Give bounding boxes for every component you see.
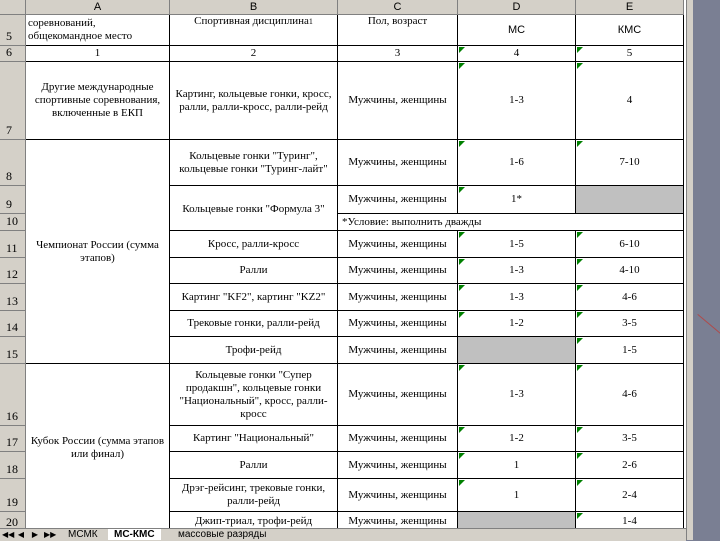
cell-c17[interactable]: Мужчины, женщины bbox=[338, 426, 458, 452]
error-indicator-d7 bbox=[459, 63, 465, 69]
cell-e19[interactable]: 2-4 bbox=[576, 479, 684, 512]
error-indicator-d11 bbox=[459, 232, 465, 238]
cell-e11[interactable]: 6-10 bbox=[576, 231, 684, 258]
row-header-13[interactable]: 13 bbox=[0, 284, 26, 311]
header-b5-sup: 1 bbox=[308, 17, 313, 26]
vertical-scrollbar[interactable] bbox=[686, 0, 693, 540]
last-sheet-button[interactable]: ▶▶ bbox=[44, 530, 57, 539]
cell-c15[interactable]: Мужчины, женщины bbox=[338, 337, 458, 364]
row-header-16[interactable]: 16 bbox=[0, 364, 26, 426]
cell-d13[interactable]: 1-3 bbox=[458, 284, 576, 311]
error-indicator-d14 bbox=[459, 312, 465, 318]
cell-c16[interactable]: Мужчины, женщины bbox=[338, 364, 458, 426]
row-header-7[interactable]: 7 bbox=[0, 62, 26, 140]
col-header-a[interactable]: A bbox=[26, 0, 170, 15]
cell-d12[interactable]: 1-3 bbox=[458, 258, 576, 284]
prev-sheet-button[interactable]: ◀ bbox=[17, 530, 25, 539]
sheet-tab-msmk[interactable]: МСМК bbox=[68, 529, 98, 540]
row-header-20[interactable]: 20 bbox=[0, 512, 26, 528]
header-b5-text: Спортивная дисциплина bbox=[194, 15, 309, 27]
cell-b11[interactable]: Кросс, ралли-кросс bbox=[170, 231, 338, 258]
cell-c7[interactable]: Мужчины, женщины bbox=[338, 62, 458, 140]
group-cell-international[interactable]: Другие международные спортивные соревнования, включенные в ЕКП bbox=[26, 62, 170, 140]
cell-b19[interactable]: Дрэг-рейсинг, трековые гонки, ралли-рейд bbox=[170, 479, 338, 512]
cell-b13[interactable]: Картинг "KF2", картинг "KZ2" bbox=[170, 284, 338, 311]
cell-d18[interactable]: 1 bbox=[458, 452, 576, 479]
cell-c18[interactable]: Мужчины, женщины bbox=[338, 452, 458, 479]
row-header-15[interactable]: 15 bbox=[0, 337, 26, 364]
cell-d14[interactable]: 1-2 bbox=[458, 311, 576, 337]
row-header-18[interactable]: 18 bbox=[0, 452, 26, 479]
cell-b20[interactable]: Джип-триал, трофи-рейд bbox=[170, 512, 338, 528]
header-cell-d5[interactable]: МС bbox=[458, 15, 576, 46]
header-cell-a5[interactable] bbox=[26, 15, 170, 46]
cell-d19[interactable]: 1 bbox=[458, 479, 576, 512]
error-indicator-e20 bbox=[577, 513, 583, 519]
col-header-c[interactable]: C bbox=[338, 0, 458, 15]
select-all-corner[interactable] bbox=[0, 0, 26, 15]
error-indicator-e14 bbox=[577, 312, 583, 318]
col-header-e[interactable]: E bbox=[576, 0, 684, 15]
cell-c19[interactable]: Мужчины, женщины bbox=[338, 479, 458, 512]
error-indicator-d12 bbox=[459, 259, 465, 265]
row-header-8[interactable]: 8 bbox=[0, 140, 26, 186]
header-a5-line2: общекомандное место bbox=[28, 30, 133, 42]
cell-b6[interactable]: 2 bbox=[170, 46, 338, 62]
header-cell-e5[interactable]: КМС bbox=[576, 15, 684, 46]
cell-e15[interactable]: 1-5 bbox=[576, 337, 684, 364]
cell-b14[interactable]: Трековые гонки, ралли-рейд bbox=[170, 311, 338, 337]
error-indicator-d17 bbox=[459, 427, 465, 433]
cell-d20[interactable] bbox=[458, 512, 576, 528]
cell-e17[interactable]: 3-5 bbox=[576, 426, 684, 452]
cell-e16[interactable]: 4-6 bbox=[576, 364, 684, 426]
cell-b8[interactable]: Кольцевые гонки "Туринг", кольцевые гонки "Туринг-лайт" bbox=[170, 140, 338, 186]
row-header-14[interactable]: 14 bbox=[0, 311, 26, 337]
error-indicator-d13 bbox=[459, 285, 465, 291]
header-cell-b5[interactable] bbox=[170, 15, 338, 46]
cell-c12[interactable]: Мужчины, женщины bbox=[338, 258, 458, 284]
row-header-6[interactable]: 6 bbox=[0, 46, 26, 62]
error-indicator-e11 bbox=[577, 232, 583, 238]
error-indicator-d9 bbox=[459, 187, 465, 193]
error-indicator-e15 bbox=[577, 338, 583, 344]
sheet-tab-ms-kms[interactable]: МС-КМС bbox=[108, 529, 161, 540]
error-indicator-e18 bbox=[577, 453, 583, 459]
cell-e14[interactable]: 3-5 bbox=[576, 311, 684, 337]
group-cell-championship[interactable]: Чемпионат России (сумма этапов) bbox=[26, 140, 170, 364]
slide-decoration-line bbox=[697, 314, 720, 334]
cell-d7[interactable]: 1-3 bbox=[458, 62, 576, 140]
error-indicator-e12 bbox=[577, 259, 583, 265]
cell-e6[interactable]: 5 bbox=[576, 46, 684, 62]
cell-c11[interactable]: Мужчины, женщины bbox=[338, 231, 458, 258]
error-indicator-e19 bbox=[577, 480, 583, 486]
cell-b15[interactable]: Трофи-рейд bbox=[170, 337, 338, 364]
cell-d9[interactable]: 1* bbox=[458, 186, 576, 214]
header-a5-line1: соревнований, bbox=[28, 17, 96, 29]
cell-c8[interactable]: Мужчины, женщины bbox=[338, 140, 458, 186]
cell-b7[interactable]: Картинг, кольцевые гонки, кросс, ралли, ралли-кросс, ралли-рейд bbox=[170, 62, 338, 140]
error-indicator-d8 bbox=[459, 141, 465, 147]
sheet-tab-bar bbox=[0, 528, 686, 541]
cell-e18[interactable]: 2-6 bbox=[576, 452, 684, 479]
error-indicator-e8 bbox=[577, 141, 583, 147]
error-indicator-e7 bbox=[577, 63, 583, 69]
row-header-10[interactable]: 10 bbox=[0, 214, 26, 231]
col-header-b[interactable]: B bbox=[170, 0, 338, 15]
cell-d15[interactable] bbox=[458, 337, 576, 364]
row-header-19[interactable]: 19 bbox=[0, 479, 26, 512]
error-indicator-e16 bbox=[577, 365, 583, 371]
col-header-d[interactable]: D bbox=[458, 0, 576, 15]
cell-b17[interactable]: Картинг "Национальный" bbox=[170, 426, 338, 452]
cell-d6[interactable]: 4 bbox=[458, 46, 576, 62]
next-sheet-button[interactable]: ▶ bbox=[31, 530, 39, 539]
error-indicator-d16 bbox=[459, 365, 465, 371]
sheet-tab-mass-ranks[interactable]: массовые разряды bbox=[178, 529, 267, 540]
cell-b16[interactable]: Кольцевые гонки "Супер продакшн", кольцевые гонки "Национальный", кросс, ралли-кросс bbox=[170, 364, 338, 426]
cell-e8[interactable]: 7-10 bbox=[576, 140, 684, 186]
error-indicator-d19 bbox=[459, 480, 465, 486]
cell-d17[interactable]: 1-2 bbox=[458, 426, 576, 452]
cell-d16[interactable]: 1-3 bbox=[458, 364, 576, 426]
cell-c6[interactable]: 3 bbox=[338, 46, 458, 62]
cell-e12[interactable]: 4-10 bbox=[576, 258, 684, 284]
row-header-12[interactable]: 12 bbox=[0, 258, 26, 284]
error-indicator-e13 bbox=[577, 285, 583, 291]
error-indicator-d18 bbox=[459, 453, 465, 459]
cell-d11[interactable]: 1-5 bbox=[458, 231, 576, 258]
cell-e7[interactable]: 4 bbox=[576, 62, 684, 140]
error-indicator-d6 bbox=[459, 47, 465, 53]
row-header-11[interactable]: 11 bbox=[0, 231, 26, 258]
cell-d8[interactable]: 1-6 bbox=[458, 140, 576, 186]
first-sheet-button[interactable]: ◀◀ bbox=[2, 530, 15, 539]
cell-e13[interactable]: 4-6 bbox=[576, 284, 684, 311]
error-indicator-e17 bbox=[577, 427, 583, 433]
row-header-5[interactable]: 5 bbox=[0, 15, 26, 46]
cell-a6[interactable]: 1 bbox=[26, 46, 170, 62]
cell-b18[interactable]: Ралли bbox=[170, 452, 338, 479]
header-cell-c5[interactable]: Пол, возраст bbox=[338, 15, 458, 46]
cell-c9[interactable]: Мужчины, женщины bbox=[338, 186, 458, 214]
row-header-9[interactable]: 9 bbox=[0, 186, 26, 214]
cell-b12[interactable]: Ралли bbox=[170, 258, 338, 284]
error-indicator-e6 bbox=[577, 47, 583, 53]
cell-note-c10[interactable]: *Условие: выполнить дважды bbox=[338, 214, 684, 231]
cell-c14[interactable]: Мужчины, женщины bbox=[338, 311, 458, 337]
group-cell-cup[interactable]: Кубок России (сумма этапов или финал) bbox=[26, 364, 170, 528]
cell-e9[interactable] bbox=[576, 186, 684, 214]
cell-c13[interactable]: Мужчины, женщины bbox=[338, 284, 458, 311]
cell-b9[interactable]: Кольцевые гонки "Формула 3" bbox=[170, 186, 338, 231]
cell-e20[interactable]: 1-4 bbox=[576, 512, 684, 528]
cell-c20[interactable]: Мужчины, женщины bbox=[338, 512, 458, 528]
row-header-17[interactable]: 17 bbox=[0, 426, 26, 452]
